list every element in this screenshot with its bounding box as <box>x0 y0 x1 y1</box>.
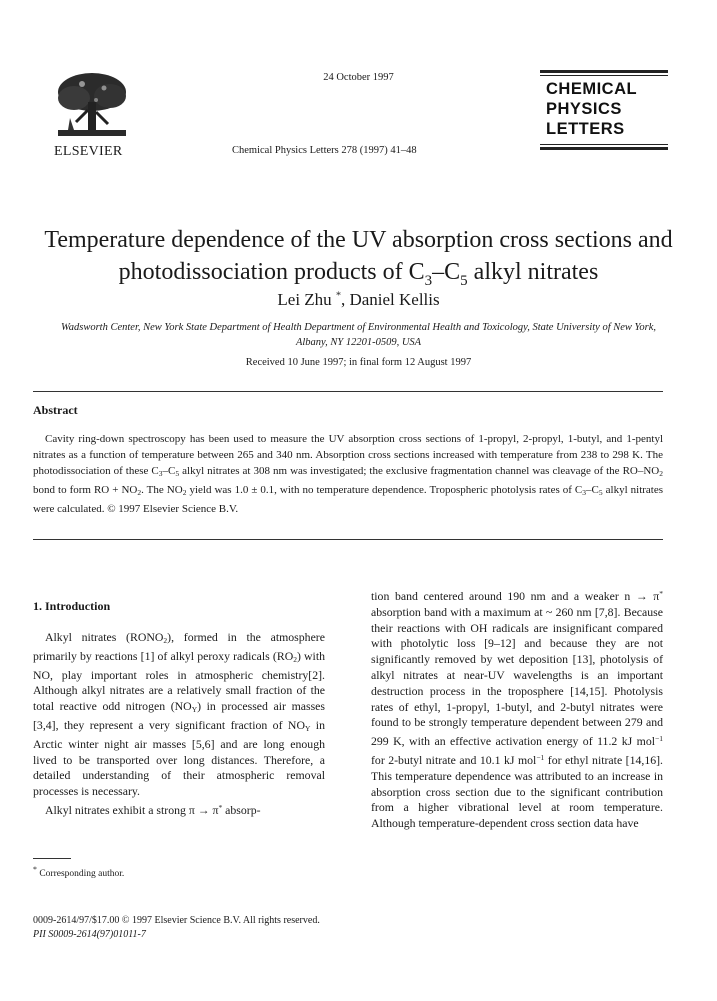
author-list <box>0 290 717 310</box>
footnote-rule <box>33 858 71 859</box>
section-heading-introduction: 1. Introduction <box>33 599 111 613</box>
copyright-issn <box>33 914 320 942</box>
journal-masthead <box>540 70 668 150</box>
masthead-rule-bottom <box>540 147 668 150</box>
issn-line: 0009-2614/97/$17.00 © 1997 Elsevier Science B.V. All rights reserved. <box>33 915 320 926</box>
column-left <box>33 630 325 819</box>
intro-paragraph-2: Alkyl nitrates exhibit a strong π → π* absorp- <box>45 802 261 817</box>
pii-line: PII S0009-2614(97)01011-7 <box>33 929 146 940</box>
abstract-text: Cavity ring-down spectroscopy has been used to measure the UV absorption cross sections of 1-propyl, 2-propyl, 1-butyl, and 1-pentyl nitrates as a function of temperature between 265 and 340 nm. Absorption cross sections increased with temperature from 238 to 298 K. The photodissociation of these C3–C5 alkyl nitrates at 308 nm was investigated; the exclusive fragmentation channel was cleavage of the RO–NO2 bond to form RO + NO2. The NO2 yield was 1.0 ± 0.1, with no temperature dependence. Tropospheric photolysis rates of C3–C5 alkyl nitrates were calculated. © 1997 Elsevier Science B.V. <box>33 433 664 515</box>
abstract-heading: Abstract <box>33 403 78 417</box>
footnote-corresponding-author: * Corresponding author. <box>33 865 125 880</box>
author-kellis: , Daniel Kellis <box>340 290 440 309</box>
masthead-rule-bottom-thin <box>540 144 668 145</box>
abstract-rule-bottom <box>33 539 663 540</box>
publisher-name: ELSEVIER <box>54 144 123 159</box>
affiliation: Wadsworth Center, New York State Department of Health Department of Environmental Health and Toxicology, State University of New York, Albany, NY 12201-0509, USA <box>60 322 657 348</box>
article-title <box>30 224 687 297</box>
journal-name-line-3: LETTERS <box>546 120 625 138</box>
masthead-rule-top-thin <box>540 75 668 76</box>
journal-name-line-1: CHEMICAL <box>546 80 638 98</box>
received-dates: Received 10 June 1997; in final form 12 August 1997 <box>245 357 472 368</box>
author-zhu: Lei Zhu <box>277 290 332 309</box>
journal-citation: Chemical Physics Letters 278 (1997) 41–48 <box>232 145 417 156</box>
intro-paragraph-1: Alkyl nitrates (RONO2), formed in the atmosphere primarily by reactions [1] of alkyl peroxy radicals (RO2) with NO, play important roles in atmospheric chemistry[2]. Although alkyl nitrates are a relatively small fraction of the total reactive odd nitrogen (NOY) in processed air masses [3,4], they represent a very significant fraction of NOY in Arctic winter night air masses [5,6] and are long enough lived to be transported over long distances. Therefore, a detailed understanding of their atmospheric removal processes is necessary. <box>33 630 325 799</box>
corresponding-mark: * <box>335 290 341 302</box>
title-line-2: photodissociation products of $C_3-C_5$ alkyl nitrates <box>118 259 599 289</box>
intro-paragraph-2-continued: tion band centered around 190 nm and a weaker n → π* absorption band with a maximum at ~ 260 nm [7,8]. Because their reactions with OH radicals are insignificant compared with photolytic loss [9–12] and because they are not significantly removed by wet deposition [13], photolysis of alkyl nitrates at near-UV wavelengths is an important destruction process in the troposphere [14,15]. Photolysis rates of ethyl, 1-propyl, 1-butyl, and 2-butyl nitrates were found to be strongly temperature dependent between 279 and 299 K, with an effective activation energy of 11.2 kJ mol$^{-1}$ for 2-butyl nitrate and 10.1 kJ mol$^{-1}$ for ethyl nitrate [14,16]. This temperature dependence was attributed to an increase in absorption cross section due to the significant contribution from a higher vibrational level at room temperature. Although temperature-dependent cross section data have <box>371 589 663 831</box>
column-right <box>371 586 663 832</box>
journal-name-line-2: PHYSICS <box>546 100 622 118</box>
issue-date: 24 October 1997 <box>323 72 394 83</box>
abstract-rule-top <box>33 391 663 392</box>
title-line-1: Temperature dependence of the UV absorption cross sections and <box>44 227 673 253</box>
masthead-rule-top <box>540 70 668 73</box>
